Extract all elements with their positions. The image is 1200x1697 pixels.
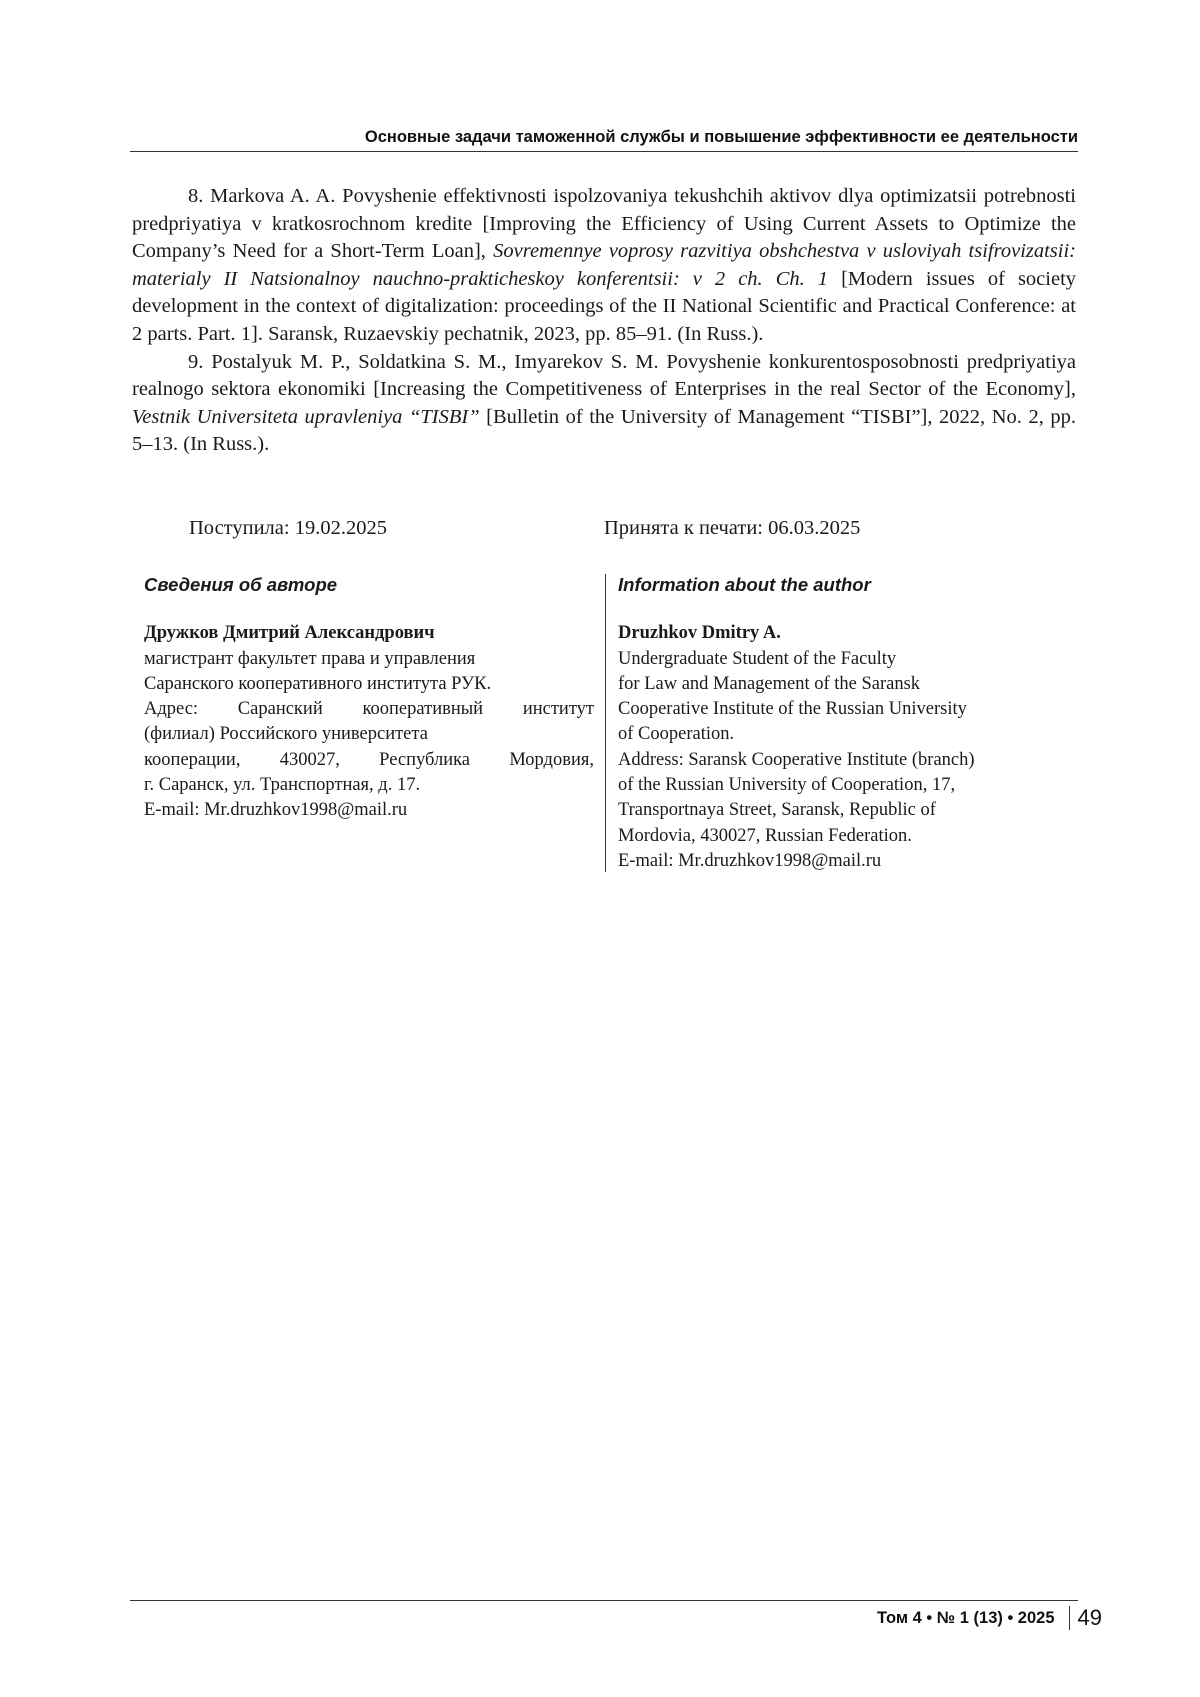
author-ru-line: кооперации, 430027, Республика Мордовия, xyxy=(144,749,594,770)
author-en-line: for Law and Management of the Saransk xyxy=(618,673,921,694)
reference-source: Sovremennye voprosy razvitiya obshchestva v usloviyah tsifrovizatsii: materialy II Natsionalnoy nauchno-prakticheskoy konferentsii: v 2 ch. Ch. 1 xyxy=(132,240,1077,290)
reference-authors: Markova A. A. xyxy=(210,185,336,207)
author-name-en: Druzhkov Dmitry A. xyxy=(618,623,781,644)
author-ru-line: г. Саранск, ул. Транспортная, д. 17. xyxy=(144,775,421,796)
author-ru-line: Саранского кооперативного института РУК. xyxy=(144,673,492,694)
author-info-en xyxy=(618,572,1068,874)
references-list xyxy=(132,183,1076,459)
reference-title: Povyshenie effektivnosti ispolzovaniya tekushchih aktivov dlya optimizatsii potrebnosti predpriyatiya v kratkosrochnom kredite [Improving the Efficiency of Using Current Assets to Optimize the Company’s Need for a Short-Term Loan], xyxy=(132,185,1076,263)
author-en-line: Transportnaya Street, Saransk, Republic of xyxy=(618,800,936,821)
running-title: Основные задачи таможенной службы и повышение эффективности ее деятельности xyxy=(364,128,1078,146)
reference-title: Povyshenie konkurentosposobnosti predpriyatiya realnogo sektora ekonomiki [Increasing the Competitiveness of Enterprises in the real Sector of the Economy], xyxy=(132,350,1077,401)
author-en-line: of the Russian University of Cooperation, 17, xyxy=(618,775,956,796)
author-info-ru xyxy=(144,572,594,824)
page-footer xyxy=(877,1605,1102,1631)
author-en-line: of Cooperation. xyxy=(618,724,735,745)
issue-info: Том 4 • № 1 (13) • 2025 xyxy=(876,1608,1055,1627)
author-en-line: Cooperative Institute of the Russian University xyxy=(618,699,967,720)
reference-number: 9. xyxy=(188,350,204,373)
reference-source: Vestnik Universiteta upravleniya “TISBI” xyxy=(132,405,480,428)
header-rule xyxy=(130,151,1078,152)
author-en-line: Undergraduate Student of the Faculty xyxy=(618,648,897,669)
reference-item xyxy=(132,349,1076,459)
author-ru-line: магистрант факультет права и управления xyxy=(144,648,476,669)
author-ru-line: (филиал) Российского университета xyxy=(144,724,428,745)
reference-item xyxy=(132,183,1076,349)
reference-rest: [Bulletin of the University of Management “TISBI”], 2022, No. 2, pp. 5–13. (In Russ.). xyxy=(132,405,1077,456)
column-divider xyxy=(605,574,606,872)
received-date: Поступила: 19.02.2025 xyxy=(189,517,387,539)
footer-separator xyxy=(1069,1606,1070,1630)
author-name-ru: Дружков Дмитрий Александрович xyxy=(144,623,435,644)
author-en-line: Mordovia, 430027, Russian Federation. xyxy=(618,825,912,846)
author-info-ru-heading: Сведения об авторе xyxy=(144,574,338,595)
reference-number: 8. xyxy=(188,185,204,207)
author-info-en-heading: Information about the author xyxy=(618,574,871,595)
author-en-line: Address: Saransk Cooperative Institute (branch) xyxy=(618,749,975,770)
footer-rule xyxy=(130,1600,1078,1601)
page-number: 49 xyxy=(1077,1605,1102,1630)
author-ru-line: Адрес: Саранский кооперативный институт xyxy=(144,699,594,720)
reference-authors: Postalyuk M. P., Soldatkina S. M., Imyarekov S. M. xyxy=(211,350,659,373)
accepted-date: Принята к печати: 06.03.2025 xyxy=(604,517,861,539)
author-email-en: E-mail: Mr.druzhkov1998@mail.ru xyxy=(618,850,882,871)
reference-rest: [Modern issues of society development in the context of digitalization: proceedings of the II National Scientific and Practical Conference: at 2 parts. Part. 1]. Saransk, Ruzaevskiy pechatnik, 2023, pp. 85–91. (In Russ.). xyxy=(132,267,1077,345)
author-email-ru: E-mail: Mr.druzhkov1998@mail.ru xyxy=(144,800,408,821)
